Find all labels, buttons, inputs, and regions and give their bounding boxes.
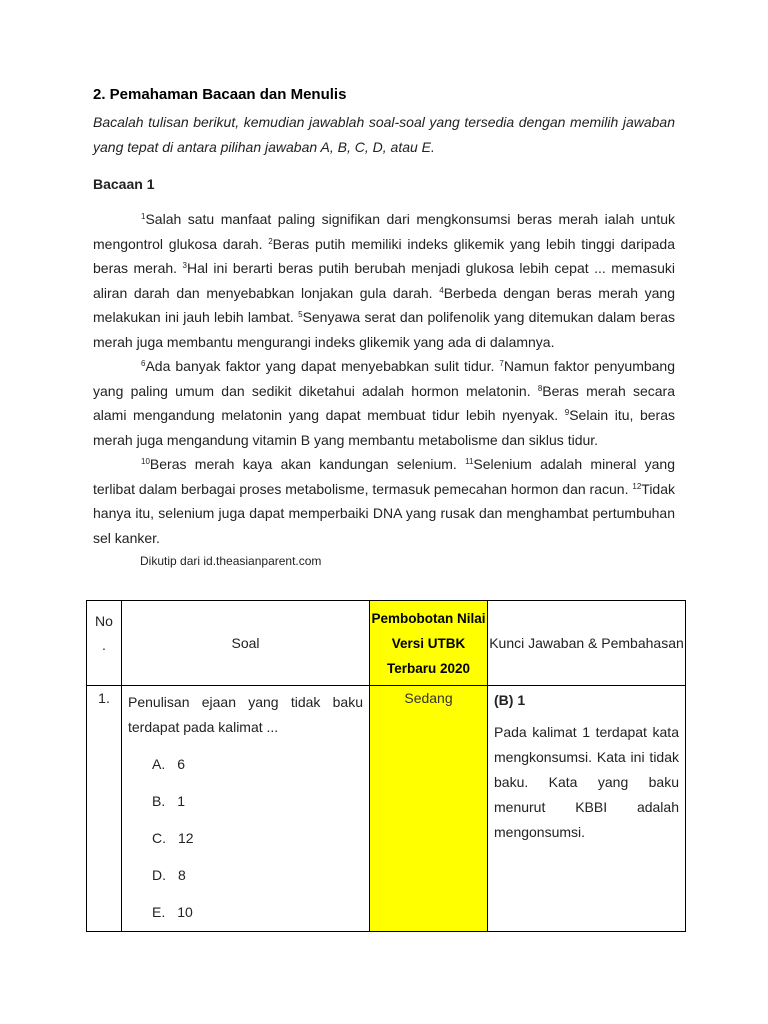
reading-paragraph-2 <box>93 354 675 452</box>
header-no-label: No <box>95 613 113 629</box>
sentence-number: 1 <box>141 212 146 221</box>
header-kunci-jawaban: Kunci Jawaban & Pembahasan <box>488 601 686 686</box>
option-letter: E. <box>152 903 166 920</box>
sentence-number: 8 <box>537 383 543 393</box>
option-d <box>128 856 363 893</box>
option-letter: C. <box>152 829 166 846</box>
question-text: Penulisan ejaan yang tidak baku terdapat pada kalimat ... <box>128 694 363 735</box>
table-header-row <box>87 601 686 686</box>
sentence-number: 10 <box>141 457 150 466</box>
option-b <box>128 782 363 819</box>
sentence-text: Beras merah kaya akan kandungan selenium. <box>149 456 466 472</box>
sentence-text: Tidak hanya itu, selenium juga dapat memperbaiki DNA yang rusak dan menghambat pertumbuhan sel kanker. <box>93 480 675 546</box>
header-soal: Soal <box>122 601 370 686</box>
sentence-text: Beras merah secara alami mengandung melatonin yang dapat membuat tidur lebih nyenyak. <box>93 382 676 423</box>
option-value: 1 <box>177 792 186 809</box>
reading-paragraph-1 <box>93 207 675 354</box>
sentence-number: 3 <box>182 261 187 270</box>
option-value: 12 <box>178 829 194 846</box>
sentence-text: Selenium adalah mineral yang terlibat dalam berbagai proses metabolisme, termasuk pemecahan hormon dan racun. <box>93 456 675 497</box>
question-cell <box>122 686 370 932</box>
option-a <box>128 745 363 782</box>
sentence-text: Beras putih memiliki indeks glikemik yang lebih tinggi daripada beras merah. <box>93 235 675 276</box>
difficulty-cell: Sedang <box>370 686 488 932</box>
header-no-dot: . <box>102 637 106 653</box>
instruction-text: Bacalah tulisan berikut, kemudian jawablah soal-soal yang tersedia dengan memilih jawaban yang tepat di antara pilihan jawaban A, B, C, D, atau E. <box>93 114 675 155</box>
option-c <box>128 819 363 856</box>
option-letter: D. <box>152 866 166 883</box>
reading-paragraph-3 <box>93 452 675 550</box>
sentence-text: Berbeda dengan beras merah yang melakukan ini jauh lebih lambat. <box>93 284 675 325</box>
answer-explanation: Pada kalimat 1 terdapat kata mengkonsumsi. Kata ini tidak baku. Kata yang baku menurut KBBI adalah mengonsumsi. <box>494 724 679 840</box>
sentence-text: Ada banyak faktor yang dapat menyebabkan sulit tidur. <box>145 358 500 374</box>
answer-key: (B) 1 <box>494 692 526 708</box>
sentence-text: Hal ini berarti beras putih berubah menjadi glukosa lebih cepat ... memasuki aliran darah dan menyebabkan lonjakan gula darah. <box>93 260 676 301</box>
table-row <box>87 686 686 932</box>
question-number: 1. <box>87 686 122 932</box>
sentence-number: 5 <box>298 310 303 319</box>
sentence-number: 6 <box>141 359 146 368</box>
question-table <box>86 600 686 932</box>
option-value: 8 <box>178 866 186 883</box>
header-no <box>87 601 122 686</box>
source-citation: Dikutip dari id.theasianparent.com <box>140 554 322 568</box>
reading-title: Bacaan 1 <box>93 176 155 192</box>
sentence-number: 11 <box>465 457 474 466</box>
header-pembobotan: Pembobotan Nilai Versi UTBK Terbaru 2020 <box>370 601 488 686</box>
sentence-number: 7 <box>499 359 504 368</box>
sentence-text: Salah satu manfaat paling signifikan dari mengkonsumsi beras merah ialah untuk mengontrol glukosa darah. <box>93 211 675 252</box>
sentence-text: Namun faktor penyumbang yang paling umum dan sedikit diketahui adalah hormon melatonin. <box>93 358 676 399</box>
sentence-number: 9 <box>564 408 570 417</box>
option-value: 6 <box>177 755 186 772</box>
section-title: 2. Pemahaman Bacaan dan Menulis <box>93 86 347 103</box>
option-letter: A. <box>152 755 166 772</box>
reading-passage <box>93 207 675 550</box>
sentence-text: Selain itu, beras merah juga mengandung vitamin B yang membantu metabolisme dan siklus tidur. <box>93 407 675 448</box>
answer-cell <box>488 686 686 932</box>
sentence-number: 4 <box>439 285 444 295</box>
option-list <box>128 745 363 930</box>
sentence-text: Senyawa serat dan polifenolik yang ditemukan dalam beras merah juga membantu mengurangi indeks glikemik yang ada di dalamnya. <box>93 309 676 350</box>
option-value: 10 <box>177 903 193 920</box>
option-letter: B. <box>152 792 166 809</box>
option-e <box>128 893 363 930</box>
sentence-number: 2 <box>268 236 273 246</box>
sentence-number: 12 <box>632 481 642 491</box>
